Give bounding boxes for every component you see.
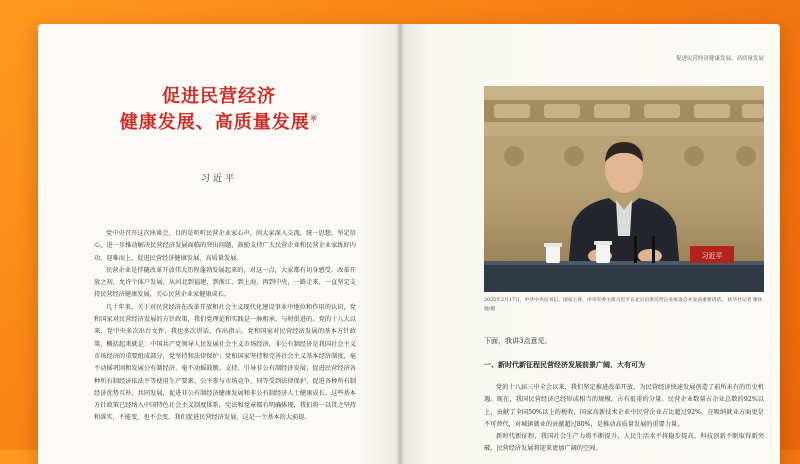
lead-sentence: 下面，我讲3点意见。 [484, 337, 552, 345]
photo-caption: 2025年2月17日，中共中央总书记、国家主席、中央军委主席习近平在北京出席民营企业座谈会并发表重要讲话。 新华社记者 谢环驰/摄 [484, 298, 763, 312]
book-spread [38, 24, 780, 464]
book-gutter [396, 24, 404, 464]
paragraph: 民营企业是伴随改革开放伟大历程蓬勃发展起来的，对这一点，大家都有切身感受。改革开放之初，允许个体户发展，从河北到福建，到浙江、到上海，再到中央，一路走来，一直坚定支持民营经济健康发展，关心民营企业家健康成长。 [94, 266, 356, 299]
right-body [484, 382, 764, 456]
title-note-mark: ※ [309, 114, 319, 124]
paragraph: 党中央召开这次座谈会，目的是听听民营企业家心声，问大家深入交流，统一思想、坚定信心，进一步推动解决民营经济发展面临的突出问题，鼓励支持广大民营企业和民营企业家练好内功、迎难而上，促进民营经济健康发展、高质量发展。 [94, 230, 356, 262]
paragraph: 党的十八届三中全会以来，我们坚定推进改革开放，为民营经济快速发展创造了前所未有的历史机遇。现在，我国民营经济已经形成相当的规模，占有很重的分量。民营企业数量占企业总数的92%以上，贡献了全国50%以上的税收，国家高新技术企业中民营企业占比超过92%，在吸纳就业方面更是不可替代，对城镇就业的贡献超过80%，是推动高质量发展的重要力量。 [484, 384, 764, 428]
section-heading: 一、新时代新征程民营经济发展前景广阔、大有可为 [484, 361, 645, 369]
article-body [94, 228, 356, 425]
meeting-photo-art [484, 86, 764, 292]
paragraph: 新时代新征程，我国社会生产力将不断提升，人民生活水平将稳步提高，科技创新不断取得新突破，民营经济发展将迎来更加广阔的空间。 [484, 433, 764, 453]
meeting-photo [484, 86, 764, 292]
paragraph: 几十年来，关于对民营经济在改革开放和社会主义现代化建设事业中地位和作用的认识，党和国家对民营经济发展的方针政策，我们党理论和实践是一脉相承、与时俱进的。党的十八大以来，党中央多次出台文件，我也多次讲话，作出指示。党和国家对民营经济发展的基本方针政策，概括起来就是：中国共产党领导人民发展社会主义市场经济，非公有制经济是我国社会主义市场经济的重要组成部分，党坚持和法律保护；党和国家坚持和完善社会主义基本经济制度，毫不动摇巩固和发展公有制经济，毫不动摇鼓励、支持、引导非公有制经济发展；促进民营经济各种所有制经济依法平等使用生产要素、公平参与市场竞争、同等受到法律保护，促进各种所有制经济优势互补、共同发展，促进非公有制经济健康发展和非公有制经济人士健康成长。这些基本方针政策已经纳入中国特色社会主义制度体系，宪法和党章都有明确体现，我们将一以贯之坚持和落实，不能变，也不会变。我们促进民营经济发展，这是一个基本的大前提。 [94, 303, 356, 422]
article-title-line2 [38, 108, 400, 134]
article-title-line1: 促进民营经济 [162, 86, 276, 107]
left-page [38, 24, 400, 464]
running-head: 促进民营经济健康发展、高质量发展 [675, 56, 764, 62]
author-name: 习近平 [200, 174, 237, 184]
nameplate-text: 习近平 [701, 252, 723, 260]
title-line2-text: 健康发展、高质量发展 [119, 112, 310, 133]
right-page [400, 24, 780, 464]
